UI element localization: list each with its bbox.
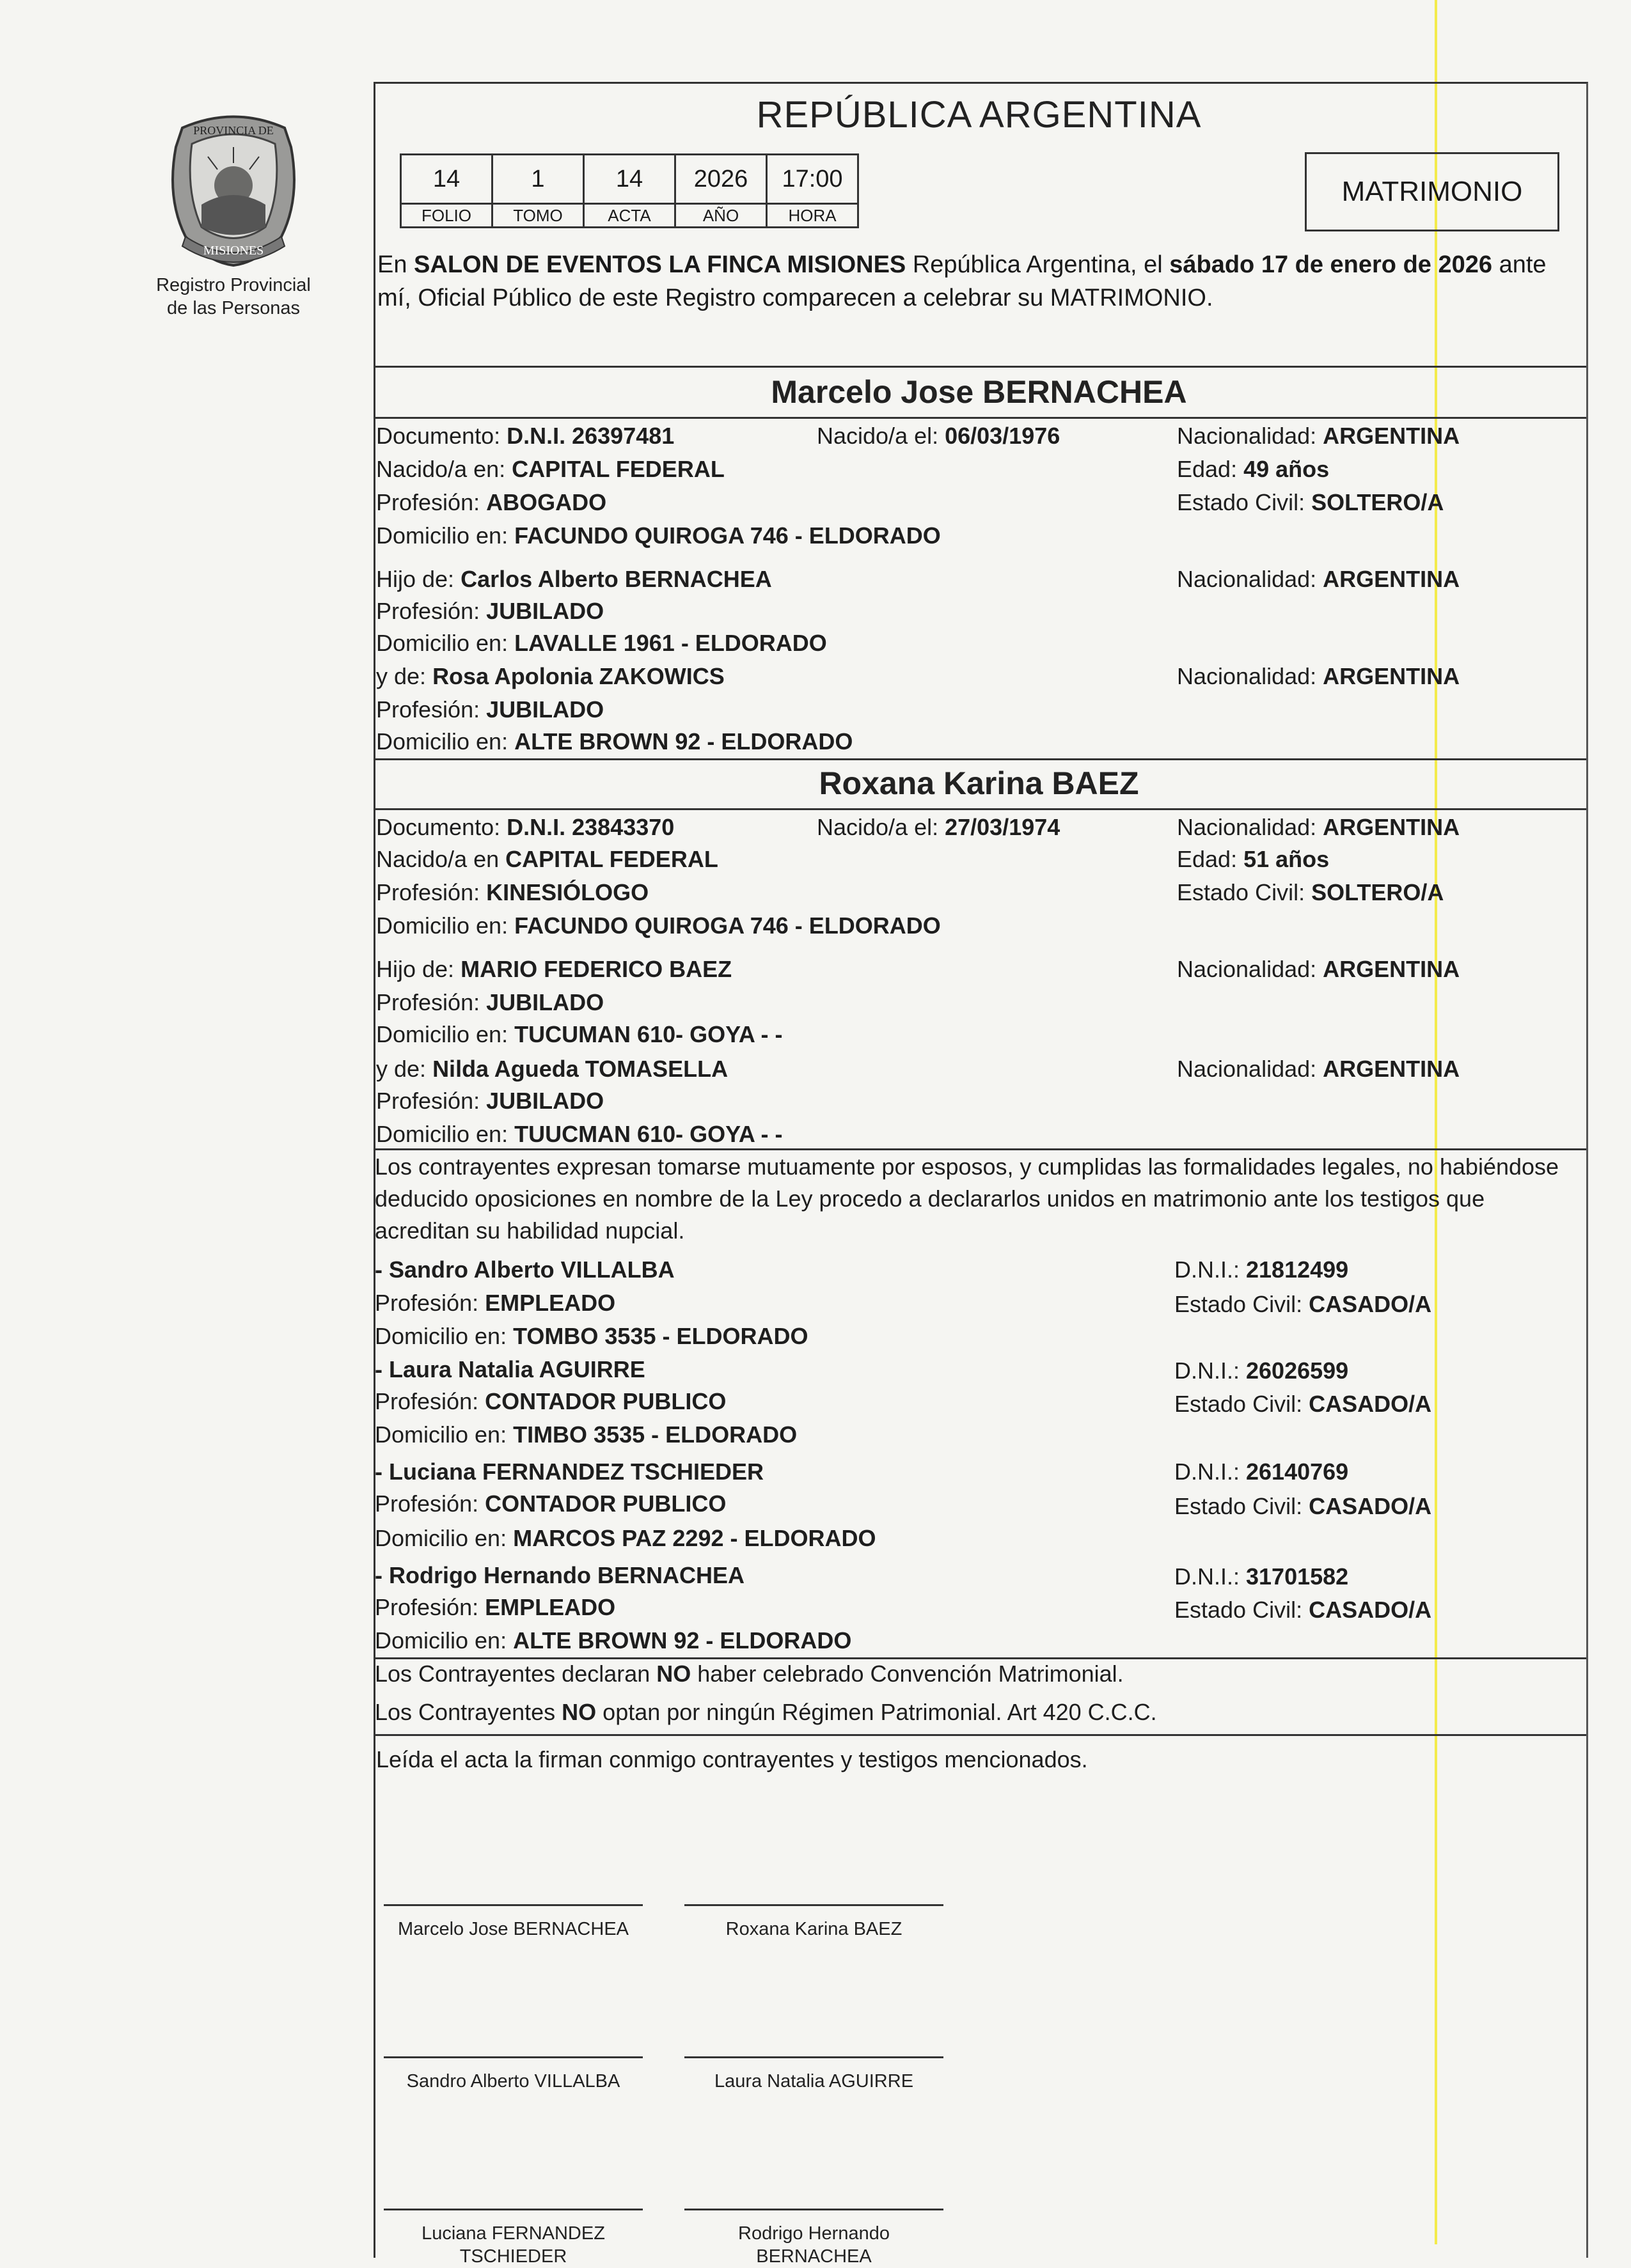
hora-value: 17:00 — [767, 155, 858, 204]
witness3-profesion: Profesión: CONTADOR PUBLICO — [375, 1490, 727, 1517]
spouse2-mother-domicilio: Domicilio en: TUUCMAN 610- GOYA - - — [376, 1121, 783, 1147]
witness2-name: - Laura Natalia AGUIRRE — [375, 1356, 645, 1382]
signature-name: Sandro Alberto VILLALBA — [406, 2071, 620, 2092]
signature-name: Luciana FERNANDEZ TSCHIEDER — [422, 2223, 605, 2267]
spouse1-mother-name: y de: Rosa Apolonia ZAKOWICS — [376, 663, 725, 689]
witness3-estado-civil: Estado Civil: CASADO/A — [1174, 1493, 1432, 1519]
act-type-box: MATRIMONIO — [1305, 152, 1559, 231]
intro-text-1: En — [377, 251, 414, 278]
witness2-profesion: Profesión: CONTADOR PUBLICO — [375, 1388, 727, 1414]
spouse1-father-domicilio: Domicilio en: LAVALLE 1961 - ELDORADO — [376, 630, 827, 656]
spouse2-father-domicilio: Domicilio en: TUCUMAN 610- GOYA - - — [376, 1021, 783, 1047]
witness1-estado-civil: Estado Civil: CASADO/A — [1174, 1291, 1432, 1317]
witness4-profesion: Profesión: EMPLEADO — [375, 1594, 616, 1620]
tomo-label: TOMO — [492, 204, 584, 228]
closing-statement: Leída el acta la firman conmigo contrayentes y testigos mencionados. — [376, 1746, 1088, 1772]
registry-fields-table — [400, 153, 859, 228]
witness3-dni: D.N.I.: 26140769 — [1174, 1459, 1349, 1485]
spouse1-documento: Documento: D.N.I. 26397481 — [376, 423, 675, 449]
signature-spouse1 — [384, 1904, 643, 1941]
ceremony-date-2: de 2026 — [1403, 251, 1493, 278]
spouse2-mother-nacionalidad: Nacionalidad: ARGENTINA — [1177, 1056, 1460, 1082]
spouse1-father-profesion: Profesión: JUBILADO — [376, 598, 604, 624]
witness2-estado-civil: Estado Civil: CASADO/A — [1174, 1391, 1432, 1417]
anio-value: 2026 — [675, 155, 767, 204]
divider — [374, 366, 1586, 368]
witness1-domicilio: Domicilio en: TOMBO 3535 - ELDORADO — [375, 1323, 808, 1349]
spouse1-edad: Edad: 49 años — [1177, 456, 1330, 482]
signature-spouse2 — [684, 1904, 943, 1941]
regime-statement: Los Contrayentes NO optan por ningún Régimen Patrimonial. Art 420 C.C.C. — [375, 1699, 1157, 1725]
spouse2-edad: Edad: 51 años — [1177, 846, 1330, 872]
divider — [374, 758, 1586, 760]
spouse1-profesion: Profesión: ABOGADO — [376, 489, 607, 515]
signature-name: Marcelo Jose BERNACHEA — [398, 1919, 629, 1939]
seal-text-top: PROVINCIA DE — [193, 124, 274, 137]
signature-witness3 — [384, 2209, 643, 2268]
spouse1-father-nacionalidad: Nacionalidad: ARGENTINA — [1177, 566, 1460, 592]
witness2-domicilio: Domicilio en: TIMBO 3535 - ELDORADO — [375, 1421, 798, 1448]
spouse1-mother-profesion: Profesión: JUBILADO — [376, 696, 604, 723]
spouse2-father-nacionalidad: Nacionalidad: ARGENTINA — [1177, 956, 1460, 982]
divider — [374, 1657, 1586, 1659]
signature-name: Roxana Karina BAEZ — [725, 1919, 902, 1939]
witness3-domicilio: Domicilio en: MARCOS PAZ 2292 - ELDORADO — [375, 1525, 876, 1551]
divider — [374, 1148, 1586, 1150]
spouse1-nacido-en: Nacido/a en: CAPITAL FEDERAL — [376, 456, 725, 482]
intro-text-3: ante mí, Oficial Público de este Registro comparecen a celebrar su MATRIMONIO. — [377, 251, 1547, 311]
registry-name-line2: de las Personas — [167, 298, 300, 318]
witness2-dni: D.N.I.: 26026599 — [1174, 1357, 1349, 1384]
acta-value: 14 — [584, 155, 675, 204]
ceremony-date-1: sábado 17 de enero — [1169, 251, 1397, 278]
provincial-seal-icon — [163, 109, 304, 269]
folio-label: FOLIO — [401, 204, 492, 228]
spouse2-name-heading: Roxana Karina BAEZ — [819, 765, 1139, 801]
spouse2-mother-profesion: Profesión: JUBILADO — [376, 1088, 604, 1114]
divider — [374, 1734, 1586, 1736]
spouse2-father-profesion: Profesión: JUBILADO — [376, 989, 604, 1015]
spouse1-estado-civil: Estado Civil: SOLTERO/A — [1177, 489, 1444, 515]
spouse2-profesion: Profesión: KINESIÓLOGO — [376, 879, 649, 905]
convention-statement: Los Contrayentes declaran NO haber celebrado Convención Matrimonial. — [375, 1661, 1124, 1687]
spouse1-domicilio: Domicilio en: FACUNDO QUIROGA 746 - ELDORADO — [376, 522, 941, 549]
tomo-value: 1 — [492, 155, 584, 204]
folio-value: 14 — [401, 155, 492, 204]
spouse2-estado-civil: Estado Civil: SOLTERO/A — [1177, 879, 1444, 905]
spouse1-nacionalidad: Nacionalidad: ARGENTINA — [1177, 423, 1460, 449]
intro-text-2: República Argentina, el — [906, 251, 1170, 278]
hora-label: HORA — [767, 204, 858, 228]
ceremony-place: SALON DE EVENTOS LA FINCA MISIONES — [414, 251, 906, 278]
spouse1-mother-domicilio: Domicilio en: ALTE BROWN 92 - ELDORADO — [376, 728, 853, 755]
spouse2-nacido-el: Nacido/a el: 27/03/1974 — [817, 814, 1060, 840]
page-title: REPÚBLICA ARGENTINA — [756, 94, 1202, 136]
intro-paragraph — [377, 248, 1580, 315]
registry-name-line1: Registro Provincial — [156, 275, 311, 295]
spouse2-nacido-en: Nacido/a en CAPITAL FEDERAL — [376, 846, 718, 872]
divider — [374, 808, 1586, 810]
seal-text-bottom: MISIONES — [203, 244, 264, 258]
signature-witness4 — [684, 2209, 943, 2268]
acta-label: ACTA — [584, 204, 675, 228]
declaration-paragraph: Los contrayentes expresan tomarse mutuamente por esposos, y cumplidas las formalidades legales, no habiéndose deducido oposiciones en nombre de la Ley procedo a declararlos unidos en matrimonio ante los testigos que acreditan su habilidad nupcial. — [375, 1154, 1559, 1244]
witness4-estado-civil: Estado Civil: CASADO/A — [1174, 1597, 1432, 1623]
signature-witness1 — [384, 2056, 643, 2093]
signature-name: Rodrigo Hernando BERNACHEA — [738, 2223, 890, 2267]
spouse1-father-name: Hijo de: Carlos Alberto BERNACHEA — [376, 566, 772, 592]
signature-witness2 — [684, 2056, 943, 2093]
witness4-domicilio: Domicilio en: ALTE BROWN 92 - ELDORADO — [375, 1627, 852, 1654]
witness1-name: - Sandro Alberto VILLALBA — [375, 1256, 675, 1283]
spouse1-nacido-el: Nacido/a el: 06/03/1976 — [817, 423, 1060, 449]
witness4-dni: D.N.I.: 31701582 — [1174, 1563, 1349, 1590]
signature-name: Laura Natalia AGUIRRE — [714, 2071, 914, 2092]
spouse1-mother-nacionalidad: Nacionalidad: ARGENTINA — [1177, 663, 1460, 689]
spouse2-documento: Documento: D.N.I. 23843370 — [376, 814, 675, 840]
spouse1-name-heading: Marcelo Jose BERNACHEA — [771, 374, 1187, 410]
spouse2-nacionalidad: Nacionalidad: ARGENTINA — [1177, 814, 1460, 840]
witness1-profesion: Profesión: EMPLEADO — [375, 1290, 616, 1316]
registry-block — [138, 109, 329, 320]
registry-name — [138, 274, 329, 320]
anio-label: AÑO — [675, 204, 767, 228]
witness1-dni: D.N.I.: 21812499 — [1174, 1256, 1349, 1283]
spouse2-mother-name: y de: Nilda Agueda TOMASELLA — [376, 1056, 729, 1082]
witness3-name: - Luciana FERNANDEZ TSCHIEDER — [375, 1459, 764, 1485]
spouse2-father-name: Hijo de: MARIO FEDERICO BAEZ — [376, 956, 732, 982]
spouse2-domicilio: Domicilio en: FACUNDO QUIROGA 746 - ELDORADO — [376, 912, 941, 939]
witness4-name: - Rodrigo Hernando BERNACHEA — [375, 1562, 745, 1588]
divider — [374, 417, 1586, 419]
